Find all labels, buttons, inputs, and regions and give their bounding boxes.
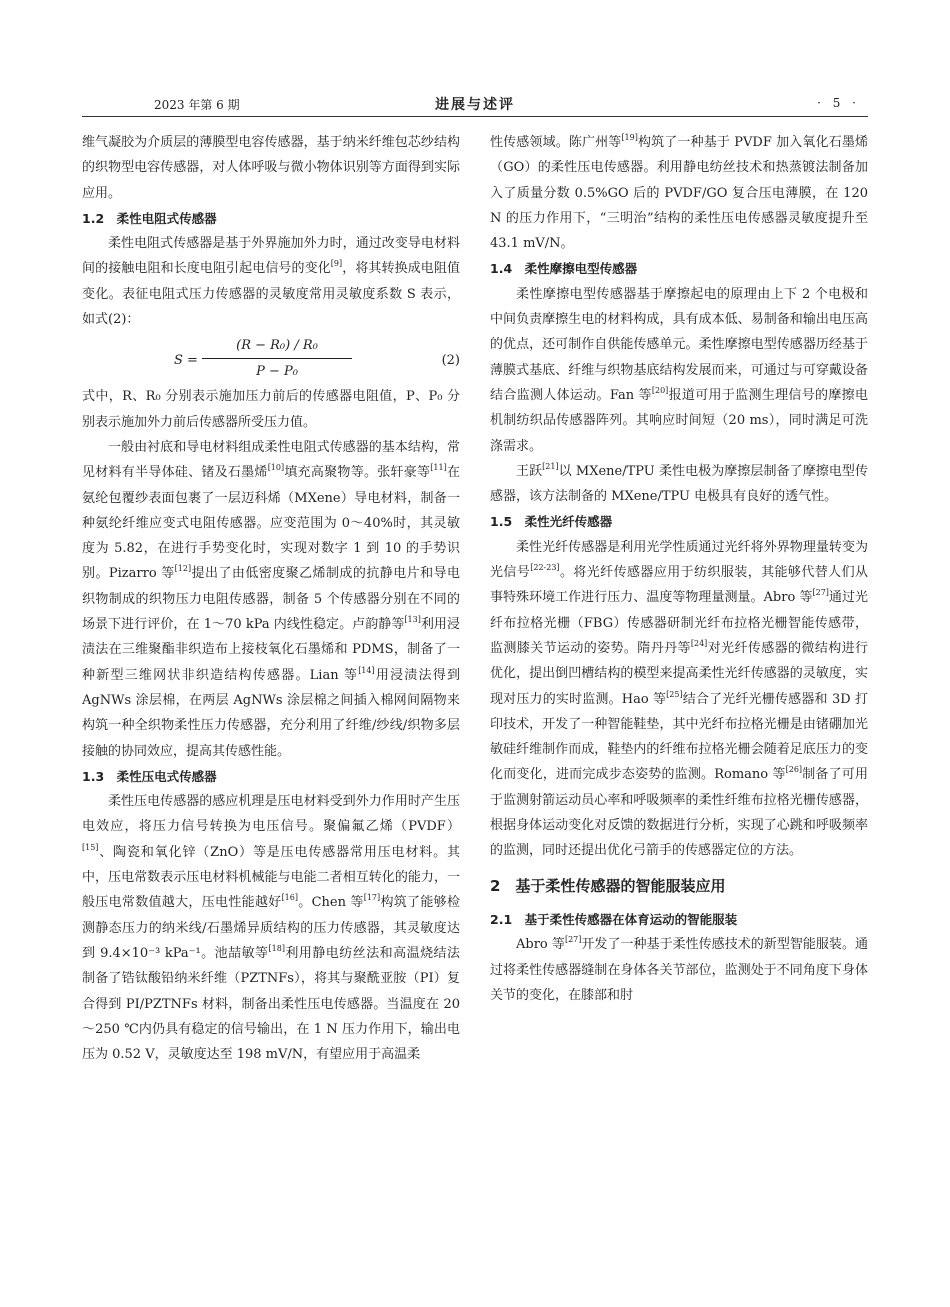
journal-section-title: 进展与述评 <box>435 97 515 113</box>
section-2-heading: 2 基于柔性传感器的智能服装应用 <box>490 876 726 895</box>
citation: [24] <box>690 638 708 648</box>
equation-fraction <box>202 336 352 382</box>
intro-paragraph: 维气凝胶为介质层的薄膜型电容传感器，基于纳米纤维包芯纱结构的织物型电容传感器，对人体呼吸与微小物体识别等方面得到实际应用。 <box>82 135 460 201</box>
equation-2 <box>82 332 460 384</box>
paragraph: Abro 等[27]开发了一种基于柔性传感技术的新型智能服装。通过将柔性传感器缝制在身体各关节部位，监测处于不同角度下身体关节的变化，在膝部和肘 <box>490 935 868 1003</box>
paragraph: 一般由衬底和导电材料组成柔性电阻式传感器的基本结构，常见材料有半导体硅、锗及石墨烯[10]填充高聚物等。张轩豪等[11]在氨纶包覆纱表面包裹了一层迈科烯（MXene）导电材料，制备一种氨纶纤维应变式电阻传感器。应变范围为 0～40%时，其灵敏度为 5.82，在进行手势变化时，实现对数字 1 到 10 的手势识别。Pizarro 等[12]提出了由低密度聚乙烯制成的抗静电片和导电织物制成的织物压力电阻传感器，制备 5 个传感器分别在不同的场景下进行评价，在 1～70 kPa 内线性稳定。卢韵静等[13]利用浸渍法在三维聚酯非织造布上接枝氧化石墨烯和 PDMS，制备了一种新型三维网状非织造结构传感器。Lian 等[14]用浸渍法得到 AgNWs 涂层棉，在两层 AgNWs 涂层棉之间插入棉网间隔物来构筑一种全织物柔性压力传感器，充分利用了纤维/纱线/织物多层接触的协同效应，提高其传感性能。 <box>82 439 460 759</box>
citation: [9] <box>330 259 343 269</box>
equation-numerator: (R − R₀) / R₀ <box>202 336 352 359</box>
paragraph: 柔性电阻式传感器是基于外界施加外力时，通过改变导电材料间的接触电阻和长度电阻引起电信号的变化[9]，将其转换成电阻值变化。表征电阻式压力传感器的灵敏度常用灵敏度系数 S 表示，如式(2)： <box>82 236 460 328</box>
citation: [11] <box>430 463 447 473</box>
citation: [10] <box>267 463 285 473</box>
citation: [27] <box>812 588 829 598</box>
paragraph: 柔性光纤传感器是利用光学性质通过光纤将外界物理量转变为光信号[22-23]。将光纤传感器应用于纺织服装，其能够代替人们从事特殊环境工作进行压力、温度等物理量测量。Abro 等[27]通过光纤布拉格光栅（FBG）传感器研制光纤布拉格光栅智能传感带，监测膝关节运动的姿势。隋丹丹等[24]对光纤传感器的微结构进行优化，提出倒凹槽结构的模型来提高柔性光纤传感器的灵敏度，实现对压力的实时监测。Hao 等[25]结合了光纤光栅传感器和 3D 打印技术，开发了一种智能鞋垫，其中光纤布拉格光栅是由锗硼加光敏硅纤维制作而成，鞋垫内的纤维布拉格光栅会随着足底压力的变化而变化，进而完成步态姿势的监测。Romano 等[26]制备了可用于监测射箭运动员心率和呼吸频率的柔性纤维布拉格光栅传感器，根据身体运动变化对反馈的数据进行分析，实现了心跳和呼吸频率的监测，同时还提出优化弓箭手的传感器定位的方法。 <box>490 539 868 859</box>
citation: [25] <box>666 689 683 699</box>
citation: [21] <box>542 461 559 471</box>
citation: [20] <box>651 385 669 395</box>
equation-lhs: S = <box>174 353 198 369</box>
paragraph: 式中，R、R₀ 分别表示施加压力前后的传感器电阻值，P、P₀ 分别表示施加外力前后传感器所受压力值。 <box>82 389 460 430</box>
section-1-5-heading: 1.5 柔性光纤传感器 <box>490 514 613 530</box>
citation: [26] <box>785 765 803 775</box>
left-column <box>82 130 460 1067</box>
citation: [17] <box>363 893 381 903</box>
paragraph: 性传感领域。陈广州等[19]构筑了一种基于 PVDF 加入氧化石墨烯（GO）的柔性压电传感器。利用静电纺丝技术和热蒸镀法制备加入了质量分数 0.5%GO 后的 PVDF/GO 复合压电薄膜，在 120 N 的压力作用下，“三明治”结构的柔性压电传感器灵敏度提升至 43.1 mV/N。 <box>490 133 868 252</box>
citation: [19] <box>621 133 638 142</box>
citation: [13] <box>404 615 421 625</box>
right-column <box>490 130 868 1008</box>
section-1-2-heading: 1.2 柔性电阻式传感器 <box>82 210 217 226</box>
issue-label: 2023 年第 6 期 <box>154 98 240 112</box>
section-1-3-heading: 1.3 柔性压电式传感器 <box>82 768 217 784</box>
citation: [18] <box>268 943 285 953</box>
citation: [27] <box>564 935 582 945</box>
section-2-1-heading: 2.1 基于柔性传感器在体育运动的智能服装 <box>490 911 738 927</box>
citation: [22-23] <box>530 563 560 573</box>
citation: [16] <box>281 893 298 903</box>
paragraph: 王跃[21]以 MXene/TPU 柔性电极为摩擦层制备了摩擦电型传感器，该方法制备的 MXene/TPU 电极具有良好的透气性。 <box>490 461 868 505</box>
page-number: · 5 · <box>817 96 860 110</box>
paragraph: 柔性压电传感器的感应机理是压电材料受到外力作用时产生压电效应，将压力信号转换为电压信号。聚偏氟乙烯（PVDF）[15]、陶瓷和氧化锌（ZnO）等是压电传感器常用压电材料。其中，压电常数表示压电材料机械能与电能二者相互转化的能力，一般压电常数值越大，压电性能越好[16]。Chen 等[17]构筑了能够检测静态压力的纳米线/石墨烯异质结构的压力传感器，其灵敏度达到 9.4×10⁻³ kPa⁻¹。池喆敏等[18]利用静电纺丝法和高温烧结法制备了锆钛酸铅纳米纤维（PZTNFs），将其与聚酰亚胺（PI）复合得到 PI/PZTNFs 材料，制备出柔性压电传感器。当温度在 20～250 ℃内仍具有稳定的信号输出，在 1 N 压力作用下，输出电压为 0.52 V，灵敏度达至 198 mV/N，有望应用于高温柔 <box>82 794 460 1063</box>
equation-denominator: P − P₀ <box>256 364 298 380</box>
citation: [15] <box>82 842 99 852</box>
paragraph: 柔性摩擦电型传感器基于摩擦起电的原理由上下 2 个电极和中间负责摩擦生电的材料构成，具有成本低、易制备和输出电压高的优点，还可制作自供能传感单元。柔性摩擦电型传感器历经基于薄膜式基底、纤维与织物基底结构发展而来，可通过与可穿戴设备结合监测人体运动。Fan 等[20]报道可用于监测生理信号的摩擦电机制纺织品传感器阵列。其响应时间短（20 ms），同时满足可洗涤需求。 <box>490 286 868 454</box>
citation: [14] <box>358 665 375 675</box>
citation: [12] <box>174 564 192 574</box>
section-1-4-heading: 1.4 柔性摩擦电型传感器 <box>490 261 638 277</box>
page-header <box>82 94 868 117</box>
equation-number: (2) <box>441 353 460 369</box>
